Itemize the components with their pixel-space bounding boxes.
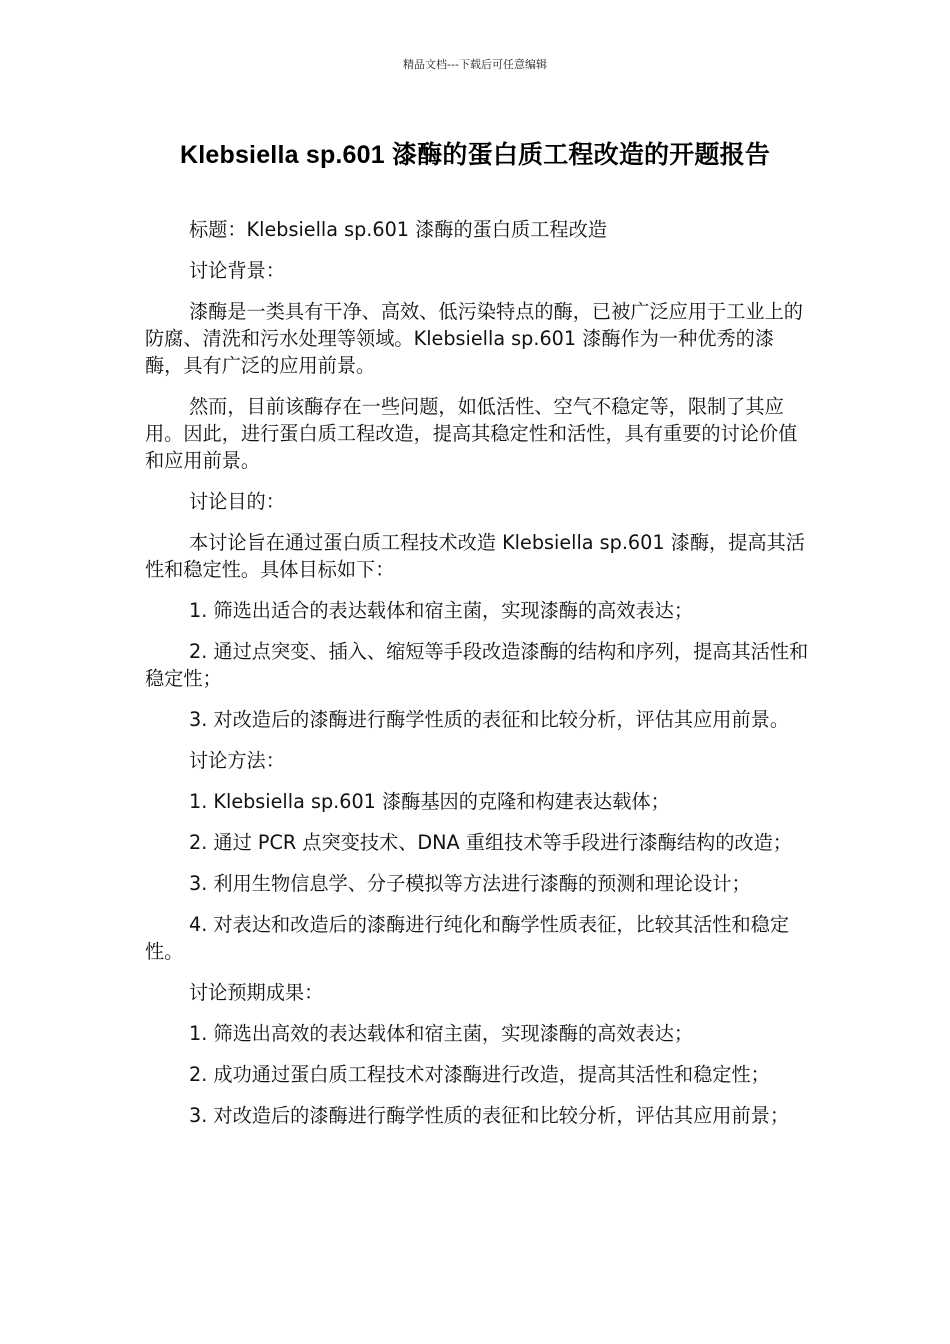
list-item-method-2: 2. 通过 PCR 点突变技术、DNA 重组技术等手段进行漆酶结构的改造； (189, 831, 792, 854)
list-item-method-3: 3. 利用生物信息学、分子模拟等方法进行漆酶的预测和理论设计； (189, 872, 751, 895)
heading-background: 讨论背景： (189, 259, 285, 282)
heading-methods: 讨论方法： (189, 749, 285, 772)
heading-purpose: 讨论目的： (189, 490, 285, 513)
paragraph-background-1: 漆酶是一类具有干净、高效、低污染特点的酶，已被广泛应用于工业上的防腐、清洗和污水处理等领域。Klebsiella sp.601 漆酶作为一种优秀的漆酶，具有广泛的应用前景。 (145, 300, 803, 377)
list-item-result-3: 3. 对改造后的漆酶进行酶学性质的表征和比较分析，评估其应用前景； (189, 1104, 790, 1127)
list-item-purpose-2: 2. 通过点突变、插入、缩短等手段改造漆酶的结构和序列，提高其活性和稳定性； (145, 640, 809, 690)
list-item-result-1: 1. 筛选出高效的表达载体和宿主菌，实现漆酶的高效表达； (189, 1022, 694, 1045)
list-item-result-2: 2. 成功通过蛋白质工程技术对漆酶进行改造，提高其活性和稳定性； (189, 1063, 770, 1086)
document-body (145, 216, 809, 1143)
paragraph-purpose: 本讨论旨在通过蛋白质工程技术改造 Klebsiella sp.601 漆酶，提高其活性和稳定性。具体目标如下： (145, 531, 805, 581)
list-item-purpose-1: 1. 筛选出适合的表达载体和宿主菌，实现漆酶的高效表达； (189, 599, 694, 622)
heading-expected-results: 讨论预期成果： (189, 981, 324, 1004)
list-item-method-1: 1. Klebsiella sp.601 漆酶基因的克隆和构建表达载体； (189, 790, 670, 813)
page-header: 精品文档---下载后可任意编辑 (403, 58, 547, 71)
paragraph-topic: 标题：Klebsiella sp.601 漆酶的蛋白质工程改造 (189, 218, 607, 241)
document-title: Klebsiella sp.601 漆酶的蛋白质工程改造的开题报告 (179, 141, 771, 169)
paragraph-background-2: 然而，目前该酶存在一些问题，如低活性、空气不稳定等，限制了其应用。因此，进行蛋白质工程改造，提高其稳定性和活性，具有重要的讨论价值和应用前景。 (145, 395, 798, 472)
list-item-method-4: 4. 对表达和改造后的漆酶进行纯化和酶学性质表征，比较其活性和稳定性。 (145, 913, 790, 963)
list-item-purpose-3: 3. 对改造后的漆酶进行酶学性质的表征和比较分析，评估其应用前景。 (189, 708, 790, 731)
